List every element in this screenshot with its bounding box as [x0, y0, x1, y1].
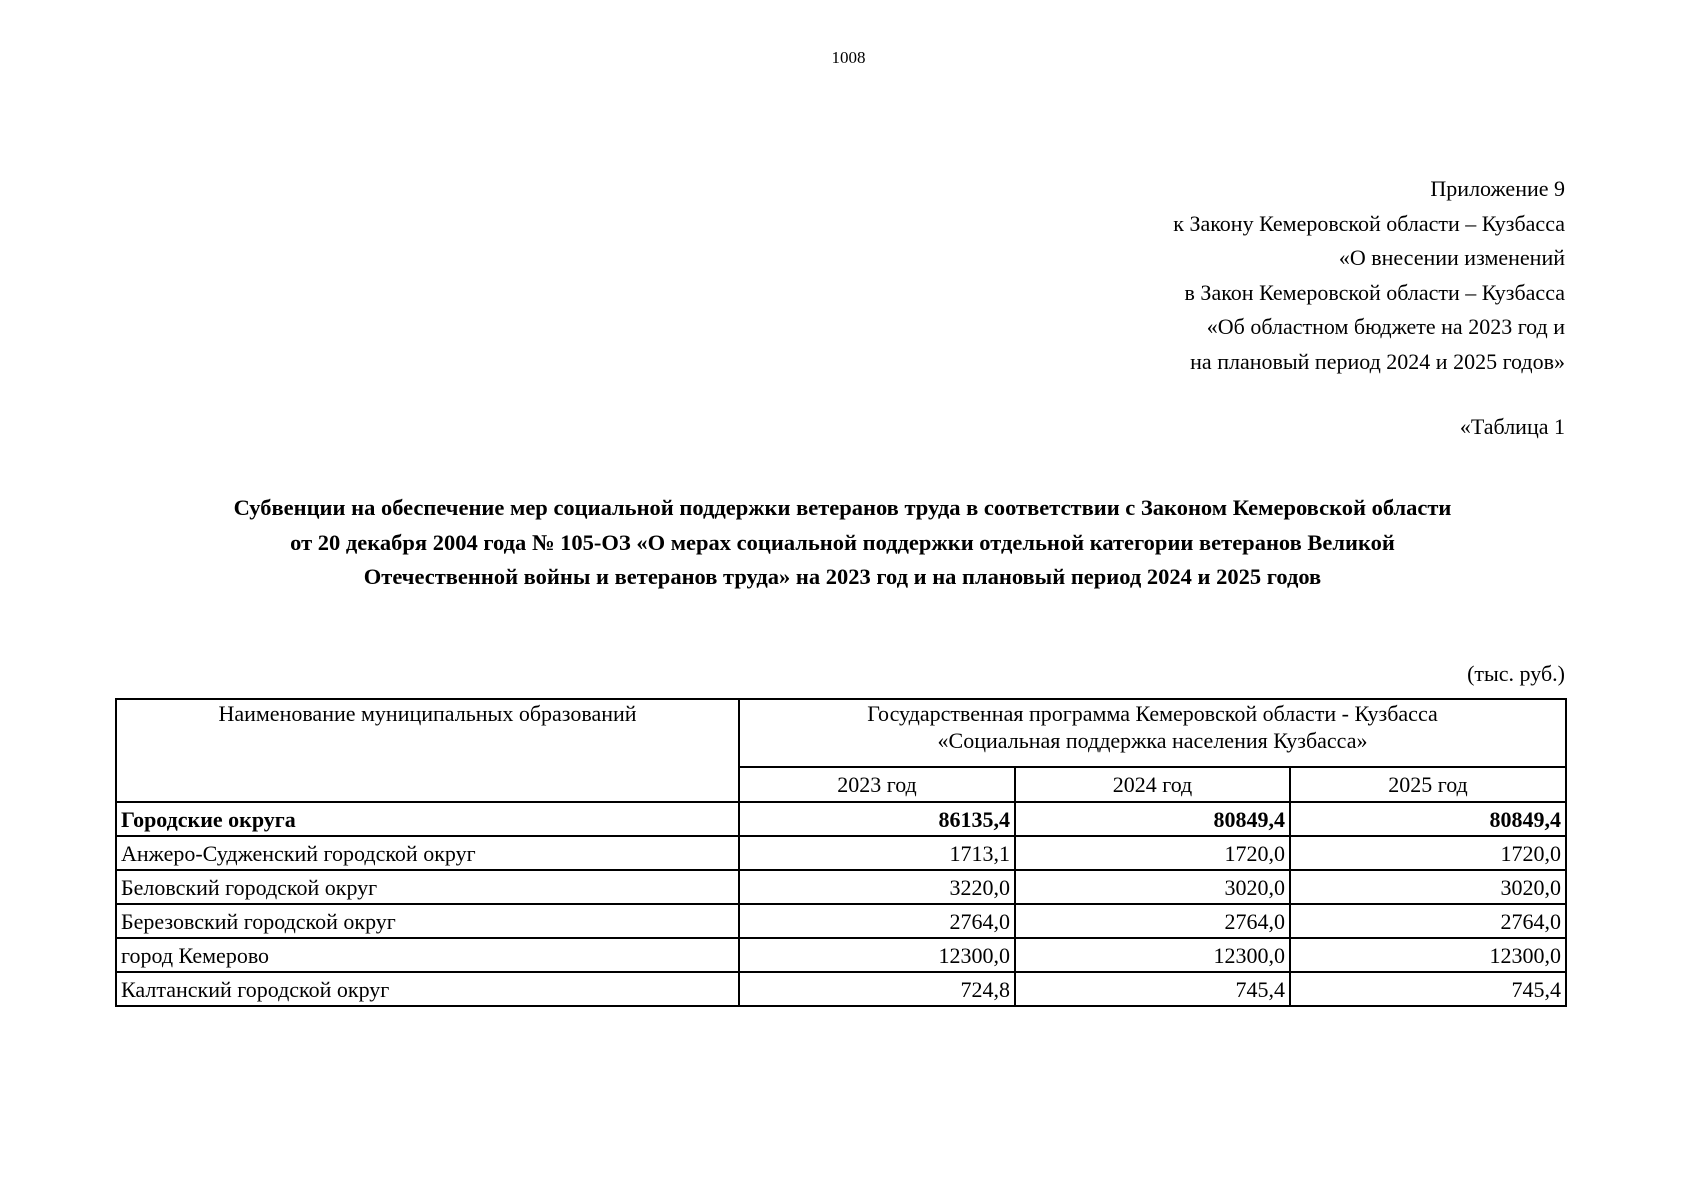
- row-value-2024: 1720,0: [1015, 836, 1290, 870]
- appendix-line: Приложение 9: [1430, 176, 1565, 201]
- row-value-2024: 2764,0: [1015, 904, 1290, 938]
- units-label: (тыс. руб.): [1467, 661, 1565, 686]
- appendix-line: «Об областном бюджете на 2023 год и: [1206, 314, 1565, 339]
- row-value-2023: 3220,0: [739, 870, 1015, 904]
- row-value-2024: 80849,4: [1015, 802, 1290, 836]
- row-value-2025: 745,4: [1290, 972, 1566, 1006]
- header-year-2025: 2025 год: [1290, 767, 1566, 802]
- header-program-line: «Социальная поддержка населения Кузбасса»: [937, 728, 1368, 753]
- title-line: Отечественной войны и ветеранов труда» на 2023 год и на плановый период 2024 и 2025 годов: [363, 564, 1322, 589]
- row-value-2024: 745,4: [1015, 972, 1290, 1006]
- appendix-line: на плановый период 2024 и 2025 годов»: [1190, 348, 1565, 374]
- row-value-2025: 1720,0: [1290, 836, 1566, 870]
- document-title: [110, 491, 1575, 595]
- table-row: [116, 904, 1566, 938]
- row-value-2023: 86135,4: [739, 802, 1015, 836]
- row-value-2024: 3020,0: [1015, 870, 1290, 904]
- header-year-2023: 2023 год: [739, 767, 1015, 802]
- subventions-table: [115, 698, 1567, 1007]
- row-name: Березовский городской округ: [116, 904, 739, 938]
- appendix-reference: [865, 172, 1565, 379]
- row-name: Беловский городской округ: [116, 870, 739, 904]
- row-value-2025: 2764,0: [1290, 904, 1566, 938]
- appendix-line: «О внесении изменений: [1338, 245, 1565, 270]
- header-municipality-name: Наименование муниципальных образований: [116, 699, 739, 802]
- row-value-2023: 12300,0: [739, 938, 1015, 972]
- header-state-program: [739, 699, 1566, 767]
- appendix-line: в Закон Кемеровской области – Кузбасса: [1184, 279, 1565, 305]
- table-row: [116, 938, 1566, 972]
- header-year-2024: 2024 год: [1015, 767, 1290, 802]
- appendix-line: к Закону Кемеровской области – Кузбасса: [1173, 210, 1565, 236]
- table-label: «Таблица 1: [1459, 414, 1565, 439]
- row-value-2025: 80849,4: [1290, 802, 1566, 836]
- table-row: [116, 836, 1566, 870]
- table-row: [116, 972, 1566, 1006]
- row-name: Калтанский городской округ: [116, 972, 739, 1006]
- table-row-total: [116, 802, 1566, 836]
- table-row: [116, 870, 1566, 904]
- row-value-2023: 2764,0: [739, 904, 1015, 938]
- header-program-line: Государственная программа Кемеровской области - Кузбасса: [867, 701, 1438, 726]
- page-number: 1008: [831, 48, 866, 67]
- title-line: Субвенции на обеспечение мер социальной поддержки ветеранов труда в соответствии с Законом Кемеровской области: [233, 495, 1452, 520]
- row-value-2025: 3020,0: [1290, 870, 1566, 904]
- row-value-2023: 724,8: [739, 972, 1015, 1006]
- row-value-2025: 12300,0: [1290, 938, 1566, 972]
- title-line: от 20 декабря 2004 года № 105-ОЗ «О мерах социальной поддержки отдельной категории ветеранов Великой: [290, 529, 1395, 555]
- row-name: Городские округа: [116, 802, 739, 836]
- row-value-2023: 1713,1: [739, 836, 1015, 870]
- row-name: Анжеро-Судженский городской округ: [116, 836, 739, 870]
- row-value-2024: 12300,0: [1015, 938, 1290, 972]
- row-name: город Кемерово: [116, 938, 739, 972]
